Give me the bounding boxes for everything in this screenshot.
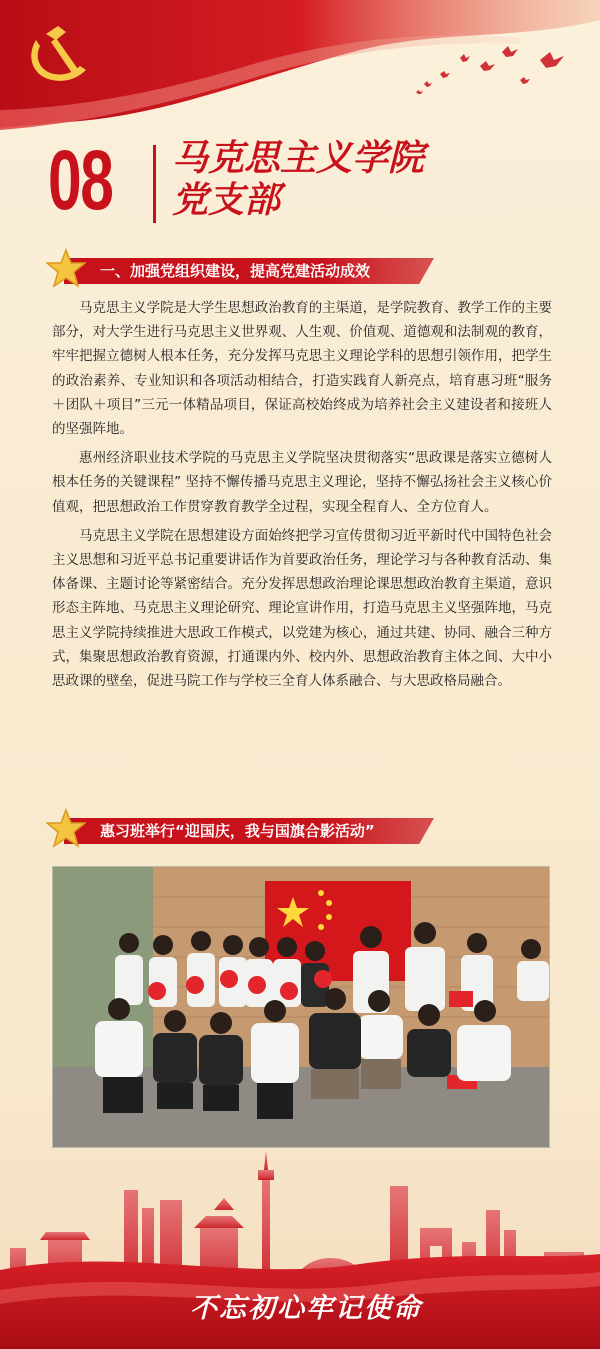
- group-photo-with-national-flag: [52, 866, 550, 1148]
- paragraph-1: 马克思主义学院是大学生思想政治教育的主渠道，是学院教育、教学工作的主要部分，对大学生进行马克思主义世界观、人生观、价值观、道德观和法制观的教育，牢牢把握立德树人根本任务，充分发挥马克思主义理论学科的思想引领作用，把学生的政治素养、专业知识和各项活动相结合，打造实践育人新亮点，培育惠习班“服务＋团队＋项目”三元一体精品项目，保证高校始终成为培养社会主义建设者和接班人的坚强阵地。: [52, 300, 552, 438]
- heading-divider: [153, 145, 156, 223]
- page-title: [172, 138, 424, 222]
- gold-star-icon: [46, 248, 86, 288]
- footer-slogan: 不忘初心牢记使命: [190, 1293, 422, 1324]
- section-number: 08: [48, 133, 113, 227]
- hammer-sickle-emblem-icon: [22, 20, 94, 86]
- section-heading-bar-2: [64, 818, 434, 844]
- section-heading-2: 惠习班举行“迎国庆，我与国旗合影活动”: [100, 822, 375, 840]
- title-line-1: 马克思主义学院: [172, 138, 425, 179]
- title-line-2: 党支部: [172, 180, 281, 221]
- gold-star-icon: [46, 808, 86, 848]
- section-heading-1: 一、加强党组织建设，提高党建活动成效: [100, 262, 371, 280]
- flying-doves-decoration: [410, 40, 580, 100]
- body-text: [52, 296, 552, 698]
- paragraph-2: 惠州经济职业技术学院的马克思主义学院坚决贯彻落实“思政课是落实立德树人根本任务的关键课程” 坚持不懈传播马克思主义理论，坚持不懈弘扬社会主义核心价值观，把思想政治工作贯穿教育教学全过程，实现全程育人、全方位育人。: [52, 450, 552, 515]
- section-heading-bar-1: [64, 258, 434, 284]
- paragraph-3: 马克思主义学院在思想建设方面始终把学习宣传贯彻习近平新时代中国特色社会主义思想和习近平总书记重要讲话作为首要政治任务，理论学习与各种教育活动、集体备课、主题讨论等紧密结合。充分发挥思想政治理论课思想政治教育主渠道，意识形态主阵地、马克思主义理论研究、理论宣讲作用，打造马克思主义坚强阵地，马克思主义学院持续推进大思政工作模式，以党建为核心，通过共建、协同、融合三种方式，集聚思想政治教育资源，打通课内外、校内外、思想政治教育主体之间、大中小思政课的壁垒，促进马院工作与学校三全育人体系融合、与大思政格局融合。: [52, 527, 552, 690]
